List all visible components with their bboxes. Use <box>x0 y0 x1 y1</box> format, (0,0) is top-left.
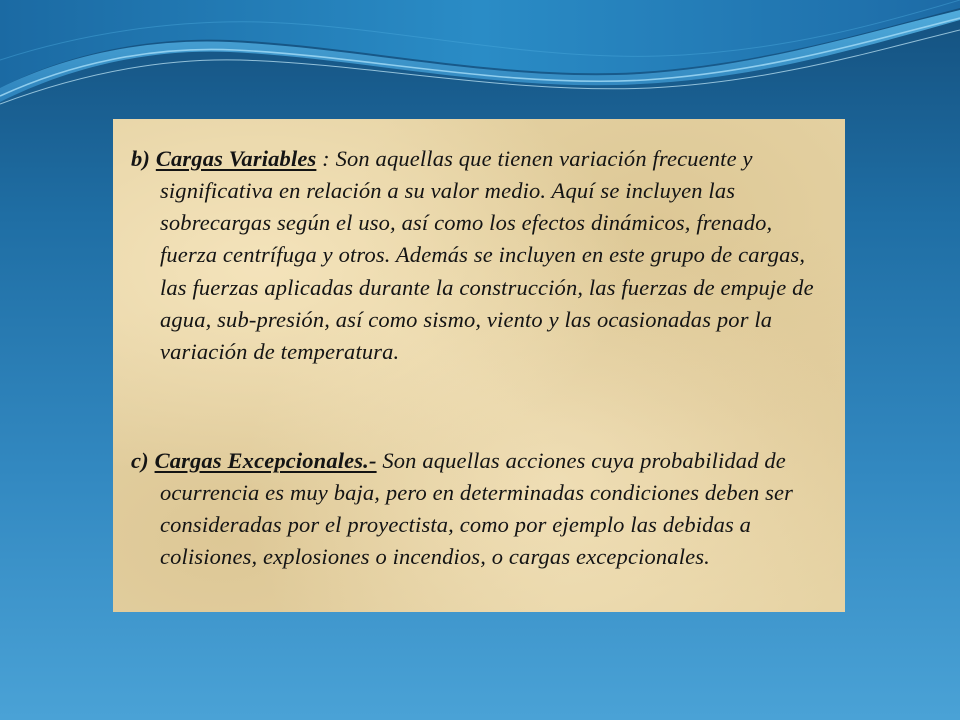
wave-header-decoration <box>0 0 960 120</box>
item-description: : Son aquellas que tienen variación frecuente y significativa en relación a su valor medio. Aquí se incluyen las sobrecargas según el uso, así como los efectos dinámicos, frenado, fuerza centrífuga y otros. Además se incluyen en este grupo de cargas, las fuerzas aplicadas durante la construcción, las fuerzas de empuje de agua, sub-presión, así como sismo, viento y las ocasionadas por la variación de temperatura. <box>160 145 814 365</box>
list-item-cargas-variables <box>131 143 831 369</box>
text-panel <box>113 119 845 612</box>
list-item-cargas-excepcionales <box>131 445 831 574</box>
item-term: Cargas Variables <box>155 145 317 171</box>
item-term: Cargas Excepcionales.- <box>154 447 377 473</box>
item-marker: b) <box>131 145 151 171</box>
item-description: Son aquellas acciones cuya probabilidad de ocurrencia es muy baja, pero en determinadas condiciones deben ser consideradas por el proyectista, como por ejemplo las debidas a colisiones, explosiones o incendios, o cargas excepcionales. <box>160 447 794 570</box>
item-marker: c) <box>131 447 149 473</box>
